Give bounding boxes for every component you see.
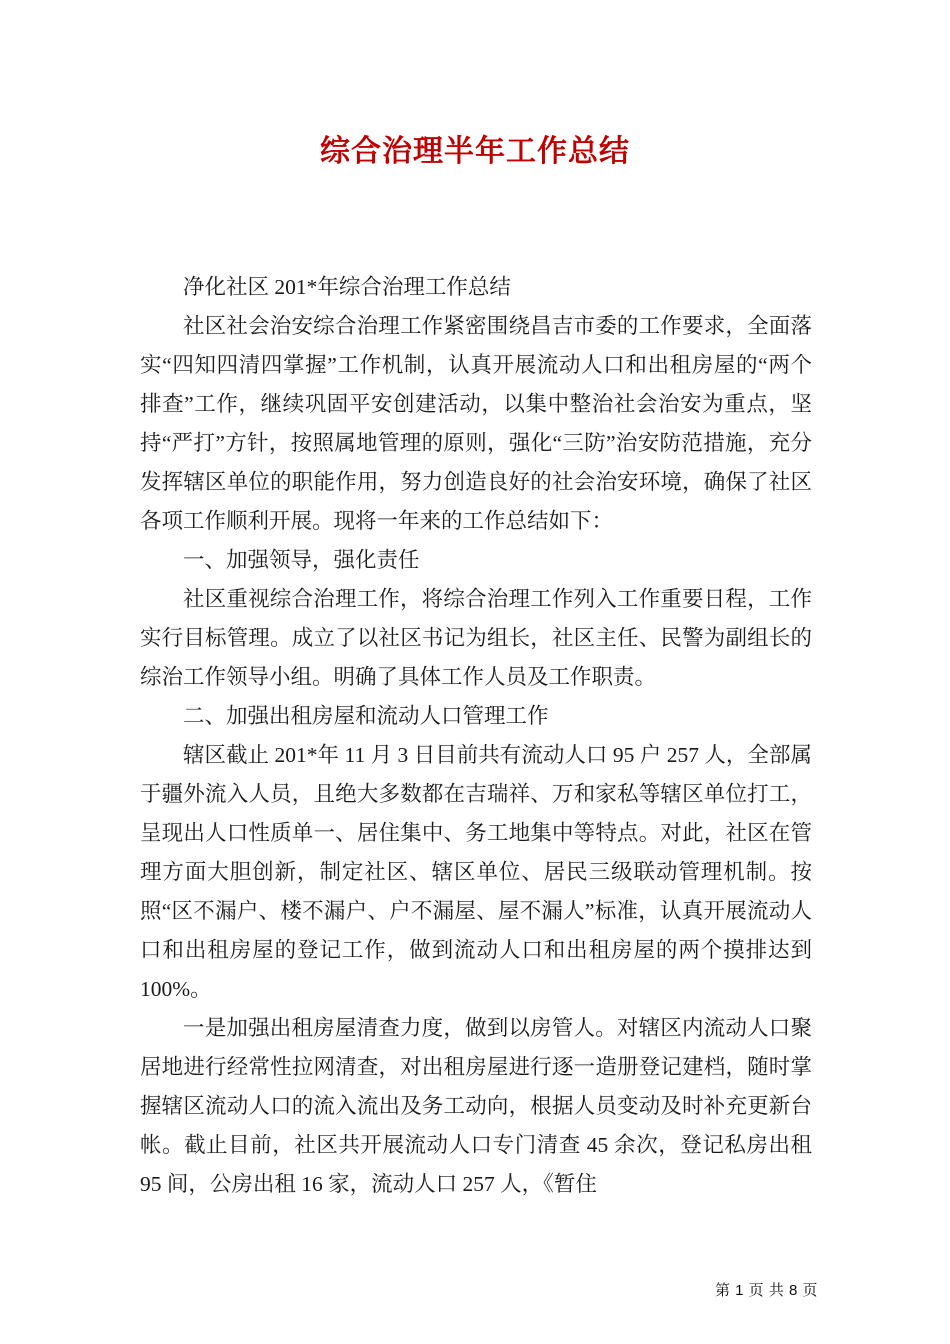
paragraph: 辖区截止 201*年 11 月 3 日目前共有流动人口 95 户 257 人，全部属于疆外流入人员，且绝大多数都在吉瑞祥、万和家私等辖区单位打工，呈现出人口性质单一、居住集中、务工地集中等特点。对此，社区在管理方面大胆创新，制定社区、辖区单位、居民三级联动管理机制。按照“区不漏户、楼不漏户、户不漏屋、屋不漏人”标准，认真开展流动人口和出租房屋的登记工作，做到流动人口和出租房屋的两个摸排达到 100%。	[140, 743, 812, 1001]
page-title: 综合治理半年工作总结	[320, 135, 630, 168]
paragraph: 社区社会治安综合治理工作紧密围绕昌吉市委的工作要求，全面落实“四知四清四掌握”工作机制，认真开展流动人口和出租房屋的“两个排查”工作，继续巩固平安创建活动，以集中整治社会治安为重点，坚持“严打”方针，按照属地管理的原则，强化“三防”治安防范措施，充分发挥辖区单位的职能作用，努力创造良好的社会治安环境，确保了社区各项工作顺利开展。现将一年来的工作总结如下：	[140, 314, 812, 533]
paragraph: 一是加强出租房屋清查力度，做到以房管人。对辖区内流动人口聚居地进行经常性拉网清查，对出租房屋进行逐一造册登记建档，随时掌握辖区流动人口的流入流出及务工动向，根据人员变动及时补充更新台帐。截止目前，社区共开展流动人口专门清查 45 余次，登记私房出租 95 间，公房出租 16 家，流动人口 257 人，《暂住	[140, 1016, 812, 1196]
page-number: 第 1 页 共 8 页	[714, 1282, 818, 1299]
paragraph: 净化社区 201*年综合治理工作总结	[183, 275, 511, 299]
paragraph: 二、加强出租房屋和流动人口管理工作	[183, 704, 549, 728]
paragraph: 一、加强领导，强化责任	[183, 548, 420, 572]
paragraph: 社区重视综合治理工作，将综合治理工作列入工作重要日程，工作实行目标管理。成立了以社区书记为组长，社区主任、民警为副组长的综治工作领导小组。明确了具体工作人员及工作职责。	[140, 587, 812, 689]
document-body	[140, 268, 812, 1204]
